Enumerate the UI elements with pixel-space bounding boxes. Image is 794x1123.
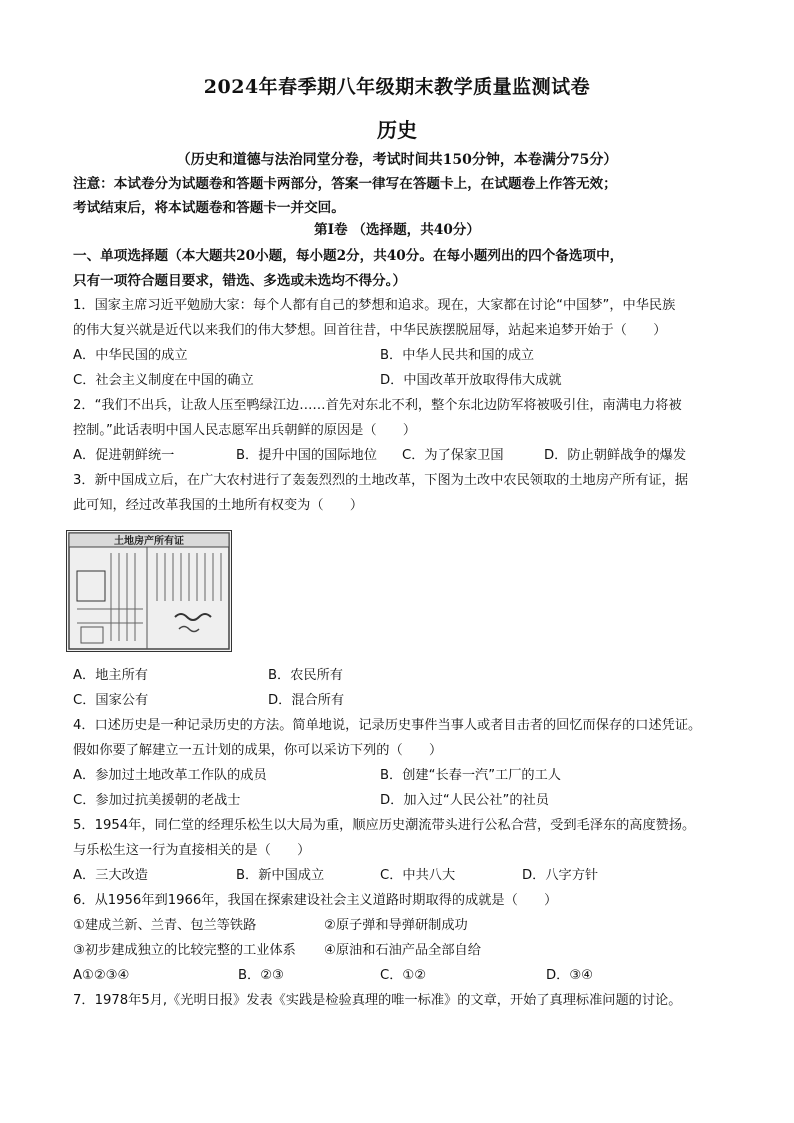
q1-stem-line-1: 1．国家主席习近平勉励大家：每个人都有自己的梦想和追求。现在，大家都在讨论“中国梦”，中华民族 <box>73 298 676 313</box>
q2-option-b: B．提升中国的国际地位 <box>236 448 377 463</box>
q6-option-a: A①②③④ <box>73 968 130 983</box>
q4-option-d: D．加入过“人民公社”的社员 <box>380 793 549 808</box>
q4-option-a: A．参加过土地改革工作队的成员 <box>73 768 267 783</box>
q4-stem-line-1: 4．口述历史是一种记录历史的方法。简单地说，记录历史事件当事人或者目击者的回忆而保存的口述凭证。 <box>73 718 702 733</box>
q5-stem-line-2: 与乐松生这一行为直接相关的是（ ） <box>73 843 311 858</box>
land-certificate-illustration <box>67 531 231 651</box>
q3-option-a: A．地主所有 <box>73 668 148 683</box>
q2-option-c: C．为了保家卫国 <box>402 448 504 463</box>
q3-stem-line-2: 此可知，经过改革我国的土地所有权变为（ ） <box>73 498 364 513</box>
certificate-heading-text: 土地房产所有证 <box>114 536 184 547</box>
q6-item-2: ②原子弹和导弹研制成功 <box>324 918 468 933</box>
q6-option-c: C．①② <box>380 968 427 983</box>
q5-option-b: B．新中国成立 <box>236 868 325 883</box>
exam-info: （历史和道德与法治同堂分卷，考试时间共150分钟，本卷满分75分） <box>176 152 618 168</box>
q1-option-a: A．中华民国的成立 <box>73 348 188 363</box>
q6-item-1: ①建成兰新、兰青、包兰等铁路 <box>73 918 257 933</box>
subject-title: 历史 <box>377 118 417 142</box>
q6-stem-line-1: 6．从1956年到1966年，我国在探索建设社会主义道路时期取得的成就是（ ） <box>73 893 558 908</box>
notice-line-1: 注意：本试卷分为试题卷和答题卡两部分，答案一律写在答题卡上，在试题卷上作答无效； <box>73 176 617 192</box>
q3-option-c: C．国家公有 <box>73 693 149 708</box>
q5-option-c: C．中共八大 <box>380 868 456 883</box>
q5-option-a: A．三大改造 <box>73 868 148 883</box>
exam-title: 2024年春季期八年级期末教学质量监测试卷 <box>203 76 591 98</box>
q4-option-c: C．参加过抗美援朝的老战士 <box>73 793 241 808</box>
q3-option-b: B．农民所有 <box>268 668 343 683</box>
q1-stem-line-2: 的伟大复兴就是近代以来我们的伟大梦想。回首往昔，中华民族摆脱屈辱，站起来追梦开始于（ ） <box>73 323 667 338</box>
q2-stem-line-2: 控制。”此话表明中国人民志愿军出兵朝鲜的原因是（ ） <box>73 423 417 438</box>
q1-option-b: B．中华人民共和国的成立 <box>380 348 535 363</box>
part-title-line-2: 只有一项符合题目要求，错选、多选或未选均不得分。） <box>73 273 407 289</box>
q7-stem-line-1: 7．1978年5月,《光明日报》发表《实践是检验真理的唯一标准》的文章，开始了真理标准问题的讨论。 <box>73 993 682 1008</box>
q4-option-b: B．创建“长春一汽”工厂的工人 <box>380 768 561 783</box>
q1-option-d: D．中国改革开放取得伟大成就 <box>380 373 562 388</box>
q3-option-d: D．混合所有 <box>268 693 345 708</box>
q5-stem-line-1: 5．1954年，同仁堂的经理乐松生以大局为重，顺应历史潮流带头进行公私合营，受到毛泽东的高度赞扬。 <box>73 818 696 833</box>
section-title: 第Ⅰ卷 （选择题，共40分） <box>314 222 480 238</box>
q3-stem-line-1: 3．新中国成立后，在广大农村进行了轰轰烈烈的土地改革，下图为土改中农民领取的土地房产所有证，据 <box>73 473 689 488</box>
q2-option-a: A．促进朝鲜统一 <box>73 448 175 463</box>
land-certificate-image <box>66 530 232 652</box>
q2-option-d: D．防止朝鲜战争的爆发 <box>544 448 687 463</box>
q6-option-b: B．②③ <box>238 968 284 983</box>
q6-item-4: ④原油和石油产品全部自给 <box>324 943 481 958</box>
q6-item-3: ③初步建成独立的比较完整的工业体系 <box>73 943 296 958</box>
notice-line-2: 考试结束后，将本试题卷和答题卡一并交回。 <box>73 200 345 216</box>
q5-option-d: D．八字方针 <box>522 868 599 883</box>
q1-option-c: C．社会主义制度在中国的确立 <box>73 373 254 388</box>
q2-stem-line-1: 2．“我们不出兵，让敌人压至鸭绿江边……首先对东北不利，整个东北边防军将被吸引住，南满电力将被 <box>73 398 682 413</box>
q6-option-d: D．③④ <box>546 968 593 983</box>
part-title-line-1: 一、单项选择题（本大题共20小题，每小题2分，共40分。在每小题列出的四个备选项中， <box>73 248 624 264</box>
q4-stem-line-2: 假如你要了解建立一五计划的成果，你可以采访下列的（ ） <box>73 743 443 758</box>
